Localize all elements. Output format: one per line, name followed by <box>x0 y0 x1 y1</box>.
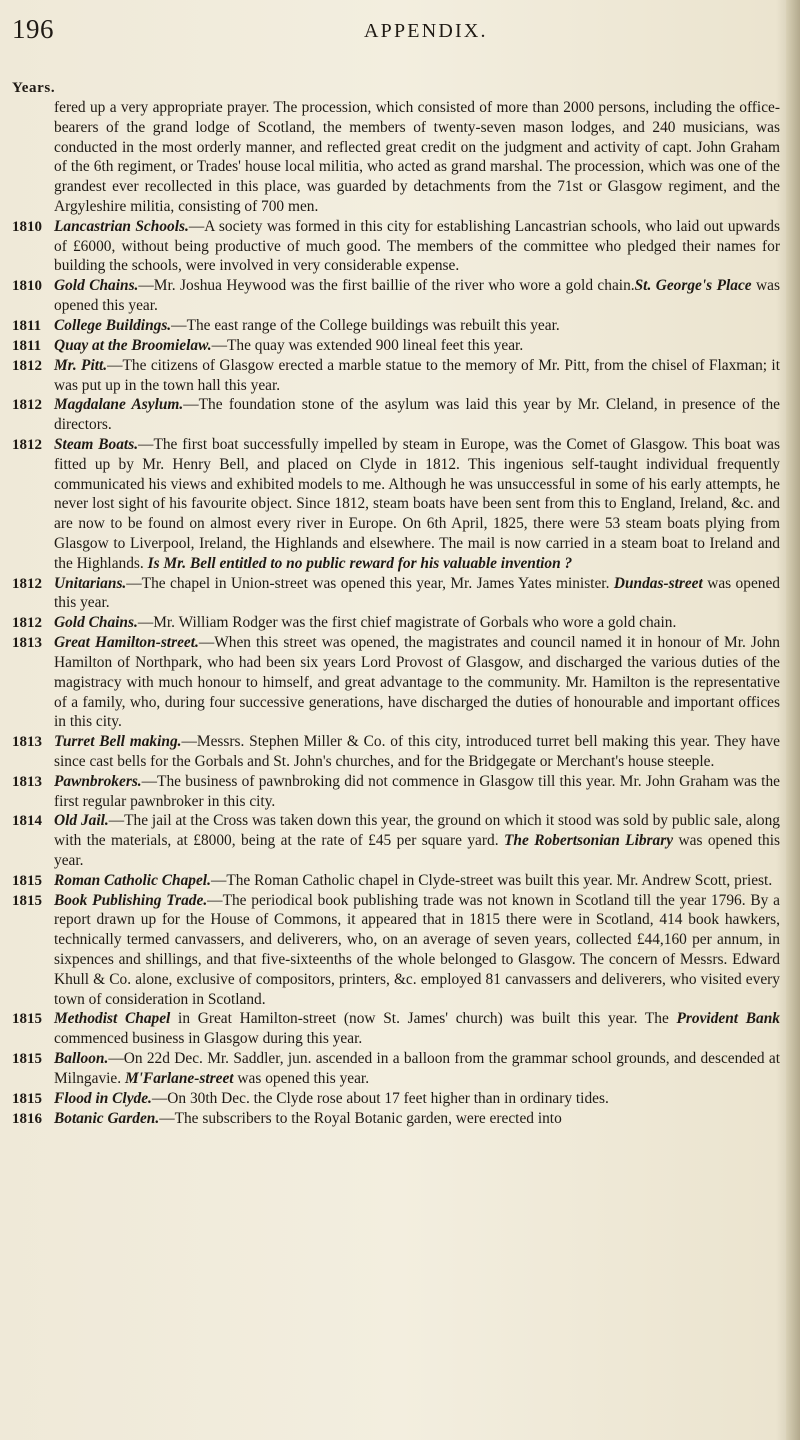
entry-text <box>54 1049 780 1089</box>
chronology-entry <box>12 316 780 336</box>
entry-year: 1815 <box>12 1011 42 1028</box>
chronology-entry <box>12 1089 780 1109</box>
chronology-entry <box>12 891 780 1010</box>
entry-year: 1813 <box>12 635 42 652</box>
entry-title: Quay at the Broomielaw. <box>54 336 212 354</box>
chronology-entry <box>12 276 780 316</box>
entry-body: —Mr. William Rodger was the first chief magistrate of Gorbals who wore a gold chain. <box>137 614 677 632</box>
chronology-entry <box>12 98 780 217</box>
entry-body: fered up a very appropriate prayer. The procession, which consisted of more than 2000 persons, including the office-bearers of the grand lodge of Scotland, the members of twenty-seven mason lodges, and 240 musicians, was conducted in the most orderly manner, and reflected great credit on the judgment and activity of capt. John Graham of the 6th regiment, or Trades' house local militia, who acted as grand marshal. The procession, which was one of the grandest ever recollected in this place, was guarded by detachments from the 71st or Glasgow regiment, and the Argyleshire militia, consisting of 700 men. <box>54 99 780 215</box>
entry-body-continued: was opened this year. <box>233 1069 370 1087</box>
entry-year: 1813 <box>12 734 42 751</box>
chronology-entries <box>12 98 780 1129</box>
entry-year: 1812 <box>12 436 42 453</box>
chronology-entry <box>12 613 780 633</box>
entry-text <box>54 356 780 396</box>
entry-title: Mr. Pitt. <box>54 356 108 374</box>
entry-year: 1815 <box>12 1051 42 1068</box>
chronology-entry <box>12 356 780 396</box>
entry-year: 1810 <box>12 218 42 235</box>
entry-body: —On 30th Dec. the Clyde rose about 17 feet higher than in ordinary tides. <box>151 1089 609 1107</box>
page-number: 196 <box>12 14 54 44</box>
entry-subtitle: Dundas-street <box>613 574 703 592</box>
entry-body-continued: was opened this year. <box>54 277 780 314</box>
entry-year: 1812 <box>12 575 42 592</box>
entry-subtitle: Is Mr. Bell entitled to no public reward for his valuable invention ? <box>147 554 573 572</box>
entry-year: 1812 <box>12 357 42 374</box>
entry-body: —The east range of the College buildings was rebuilt this year. <box>171 316 560 334</box>
entry-title: College Buildings. <box>54 316 172 334</box>
running-head: APPENDIX. <box>364 20 488 42</box>
entry-body: —When this street was opened, the magistrates and council named it in honour of Mr. John Hamilton of Northpark, who had been six years Lord Provost of Glasgow, and discharged the various duties of the magistracy with much honour to himself, and great advantage to the community. Mr. Hamilton is the representative of a family, who, during four successive generations, have discharged the duties of honourable and important offices in this city. <box>54 634 780 731</box>
entry-body: —A society was formed in this city for establishing Lancastrian schools, who laid out upwards of £6000, without being productive of much good. The members of the committee who pledged their names for building the schools, were involved in very considerable expense. <box>54 217 780 275</box>
entry-text <box>54 316 780 336</box>
chronology-entry <box>12 732 780 772</box>
entry-body-continued: was opened this year. <box>54 574 781 612</box>
entry-body: —The foundation stone of the asylum was laid this year by Mr. Cleland, in presence of the directors. <box>54 396 780 434</box>
chronology-entry <box>12 1049 780 1089</box>
entry-text <box>54 1109 780 1129</box>
entry-text <box>54 871 780 891</box>
entry-title: Magdalane Asylum. <box>54 396 184 414</box>
entry-body: —The jail at the Cross was taken down this year, the ground on which it stood was sold by public sale, along with the materials, at £8000, being at the rate of £45 per square yard. <box>54 812 780 850</box>
entry-title: Balloon. <box>54 1050 109 1068</box>
entry-text <box>54 772 780 812</box>
entry-text <box>54 435 780 574</box>
entry-text <box>54 891 780 1010</box>
entry-year: 1815 <box>12 872 42 889</box>
chronology-entry <box>12 217 780 276</box>
entry-year: 1814 <box>12 813 42 830</box>
entry-body: —The citizens of Glasgow erected a marble statue to the memory of Mr. Pitt, from the chisel of Flaxman; it was put up in the town hall this year. <box>54 356 780 394</box>
entry-title: Steam Boats. <box>54 435 139 453</box>
entry-year: 1812 <box>12 615 42 632</box>
years-column-heading: Years. <box>12 80 56 96</box>
chronology-entry <box>12 574 780 614</box>
entry-year: 1810 <box>12 278 42 295</box>
entry-subtitle: The Robertsonian Library <box>504 832 674 850</box>
entry-text <box>54 217 780 276</box>
entry-text <box>54 811 780 870</box>
entry-text <box>54 276 780 316</box>
chronology-entry <box>12 772 780 812</box>
entry-subtitle: Provident Bank <box>676 1010 780 1028</box>
entry-title: Turret Bell making. <box>54 733 182 751</box>
entry-text <box>54 574 780 614</box>
entry-title: Old Jail. <box>54 812 109 830</box>
entry-year: 1815 <box>12 1090 42 1107</box>
page-edge <box>786 0 800 1440</box>
entry-subtitle: M'Farlane-street <box>124 1069 234 1087</box>
entry-body: —On 22d Dec. Mr. Saddler, jun. ascended in a balloon from the grammar school grounds, and descended at Milngavie. <box>54 1050 780 1087</box>
entry-year: 1812 <box>12 397 42 414</box>
entry-title: Pawnbrokers. <box>54 772 142 790</box>
chronology-entry <box>12 633 780 732</box>
entry-title: Great Hamilton-street. <box>54 634 199 652</box>
entry-title: Roman Catholic Chapel. <box>54 871 211 889</box>
entry-body: —Mr. Joshua Heywood was the first baillie of the river who wore a gold chain. <box>138 277 635 295</box>
entry-title: Gold Chains. <box>54 277 139 295</box>
entry-body: —The business of pawnbroking did not commence in Glasgow till this year. Mr. John Graham was the first regular pawnbroker in this city. <box>54 772 780 810</box>
entry-body: —The periodical book publishing trade was not known in Scotland till the year 1796. By a report drawn up for the House of Commons, it appeared that in 1815 there were in Scotland, 414 book hawkers, technically termed canvassers, and deliverers, who, on an average of seven years, collected £44,160 per annum, in sixpences and shillings, and that five-sixteenths of the whole belonged to Glasgow. The concern of Messrs. Edward Khull & Co. alone, exclusive of compositors, printers, &c. employed 81 canvassers and deliverers, who visited every town of consideration in Scotland. <box>54 891 780 1008</box>
entry-body: —The first boat successfully impelled by steam in Europe, was the Comet of Glasgow. This boat was fitted up by Mr. Henry Bell, and placed on Clyde in 1812. This ingenious self-taught individual frequently communicated his views and exhibited models to me. Although he was unsuccessful in some of his early attempts, he never lost sight of his favourite object. Since 1812, steam boats have been sent from this to England, Ireland, &c. and are now to be found on almost every river in Europe. On 6th April, 1825, there were 53 steam boats plying from Glasgow to Liverpool, Ireland, the Highlands and elsewhere. The mail is now carried in a steam boat to Ireland and the Highlands. <box>54 435 780 572</box>
entry-title: Unitarians. <box>54 574 127 592</box>
entry-text <box>54 336 780 356</box>
entry-year: 1811 <box>12 337 42 354</box>
entry-subtitle: St. George's Place <box>634 277 752 295</box>
entry-title: Botanic Garden. <box>54 1109 160 1127</box>
entry-text <box>54 633 780 732</box>
entry-text <box>54 1089 780 1109</box>
entry-body: —The quay was extended 900 lineal feet this year. <box>211 336 524 354</box>
entry-text <box>54 1009 780 1049</box>
entry-title: Gold Chains. <box>54 614 138 632</box>
entry-title: Methodist Chapel <box>54 1010 171 1028</box>
chronology-entry <box>12 1009 780 1049</box>
entry-text <box>54 395 780 435</box>
page-header <box>12 14 782 50</box>
entry-body: in Great Hamilton-street (now St. James' church) was built this year. The <box>170 1010 677 1028</box>
entry-year: 1811 <box>12 317 42 334</box>
entry-year: 1813 <box>12 773 42 790</box>
chronology-entry <box>12 336 780 356</box>
entry-body-continued: was opened this year. <box>54 832 780 869</box>
entry-body: —The chapel in Union-street was opened this year, Mr. James Yates minister. <box>126 574 614 592</box>
entry-body: —Messrs. Stephen Miller & Co. of this city, introduced turret bell making this year. They have since cast bells for the Gorbals and St. John's churches, and for the Bridgegate or Merchant's house steeple. <box>54 733 780 770</box>
entry-year: 1815 <box>12 892 42 909</box>
entry-year: 1816 <box>12 1110 42 1127</box>
entry-title: Lancastrian Schools. <box>54 217 189 235</box>
entry-title: Book Publishing Trade. <box>54 891 208 909</box>
chronology-entry <box>12 871 780 891</box>
entry-body: —The Roman Catholic chapel in Clyde-street was built this year. Mr. Andrew Scott, priest. <box>210 871 773 889</box>
entry-title: Flood in Clyde. <box>54 1089 152 1107</box>
chronology-entry <box>12 435 780 574</box>
entry-body: —The subscribers to the Royal Botanic garden, were erected into <box>159 1109 562 1127</box>
chronology-entry <box>12 395 780 435</box>
entry-text <box>54 98 780 217</box>
entry-body-continued: commenced business in Glasgow during this year. <box>54 1030 363 1048</box>
entry-text <box>54 613 780 633</box>
chronology-entry <box>12 811 780 870</box>
chronology-entry <box>12 1109 780 1129</box>
entry-text <box>54 732 780 772</box>
